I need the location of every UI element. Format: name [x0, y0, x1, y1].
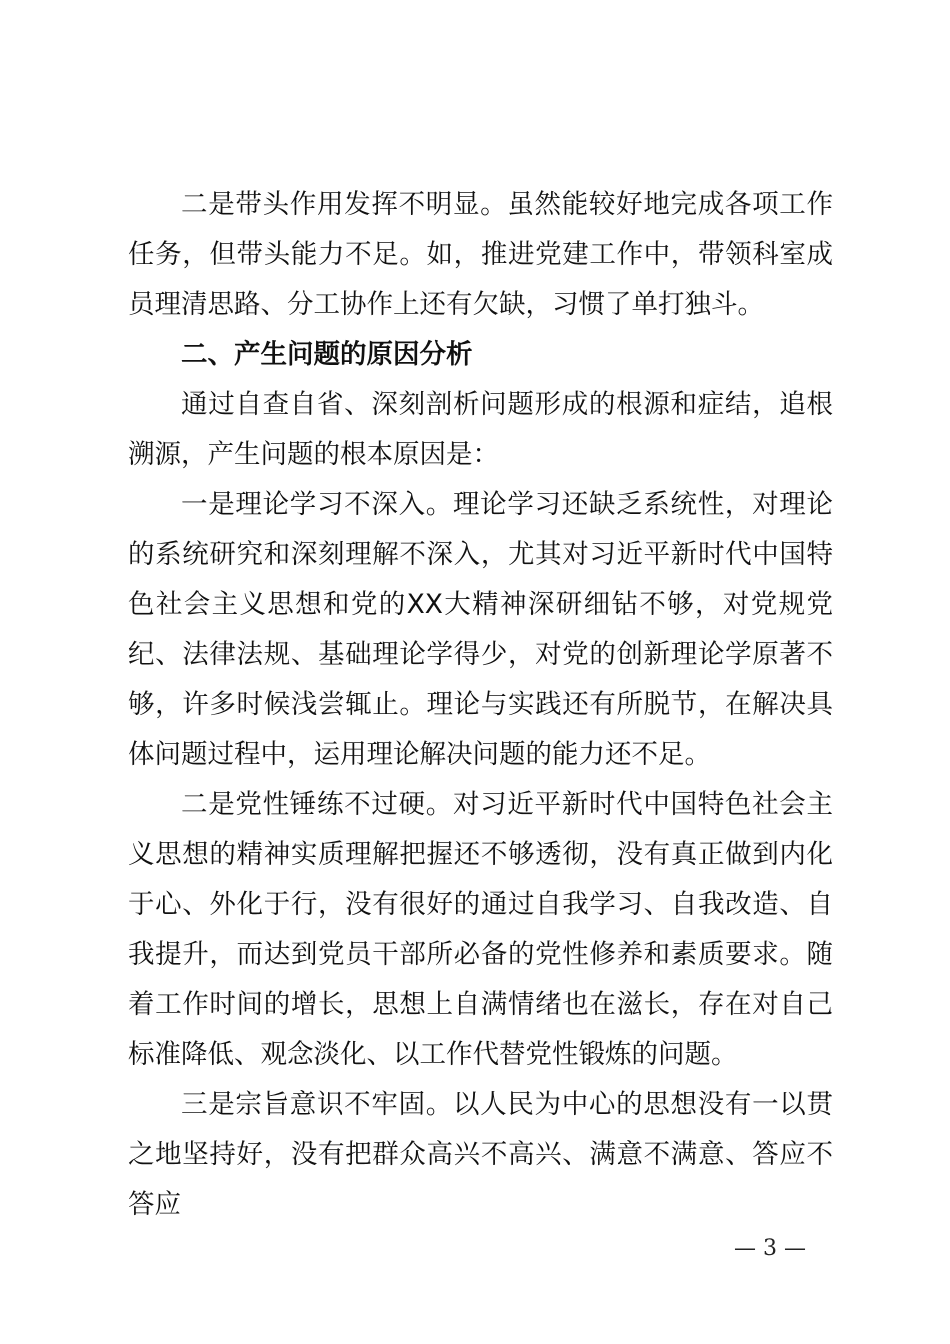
section-heading-cause-analysis: 二、产生问题的原因分析 [181, 339, 473, 370]
paragraph-theory-study: 一是理论学习不深入。理论学习还缺乏系统性，对理论的系统研究和深刻理解不深入，尤其对习近平新时代中国特色社会主义思想和党的XX大精神深研细钻不够，对党规党纪、法律法规、基础理论学得少，对党的创新理论学原著不够，许多时候浅尝辄止。理论与实践还有所脱节，在解决具体问题过程中，运用理论解决问题的能力还不足。 [128, 489, 833, 770]
paragraph-self-examination: 通过自查自省、深刻剖析问题形成的根源和症结，追根溯源，产生问题的根本原因是： [128, 389, 833, 470]
document-body [128, 180, 833, 1230]
paragraph-purpose-awareness: 三是宗旨意识不牢固。以人民为中心的思想没有一以贯之地坚持好，没有把群众高兴不高兴、满意不满意、答应不答应 [128, 1089, 833, 1220]
paragraph-party-spirit: 二是党性锤练不过硬。对习近平新时代中国特色社会主义思想的精神实质理解把握还不够透彻，没有真正做到内化于心、外化于行，没有很好的通过自我学习、自我改造、自我提升，而达到党员干部所必备的党性修养和素质要求。随着工作时间的增长，思想上自满情绪也在滋长，存在对自己标准降低、观念淡化、以工作代替党性锻炼的问题。 [128, 789, 833, 1070]
paragraph-leading-role: 二是带头作用发挥不明显。虽然能较好地完成各项工作任务，但带头能力不足。如，推进党建工作中，带领科室成员理清思路、分工协作上还有欠缺，习惯了单打独斗。 [128, 189, 833, 320]
page-number: — 3 — [734, 1236, 806, 1261]
